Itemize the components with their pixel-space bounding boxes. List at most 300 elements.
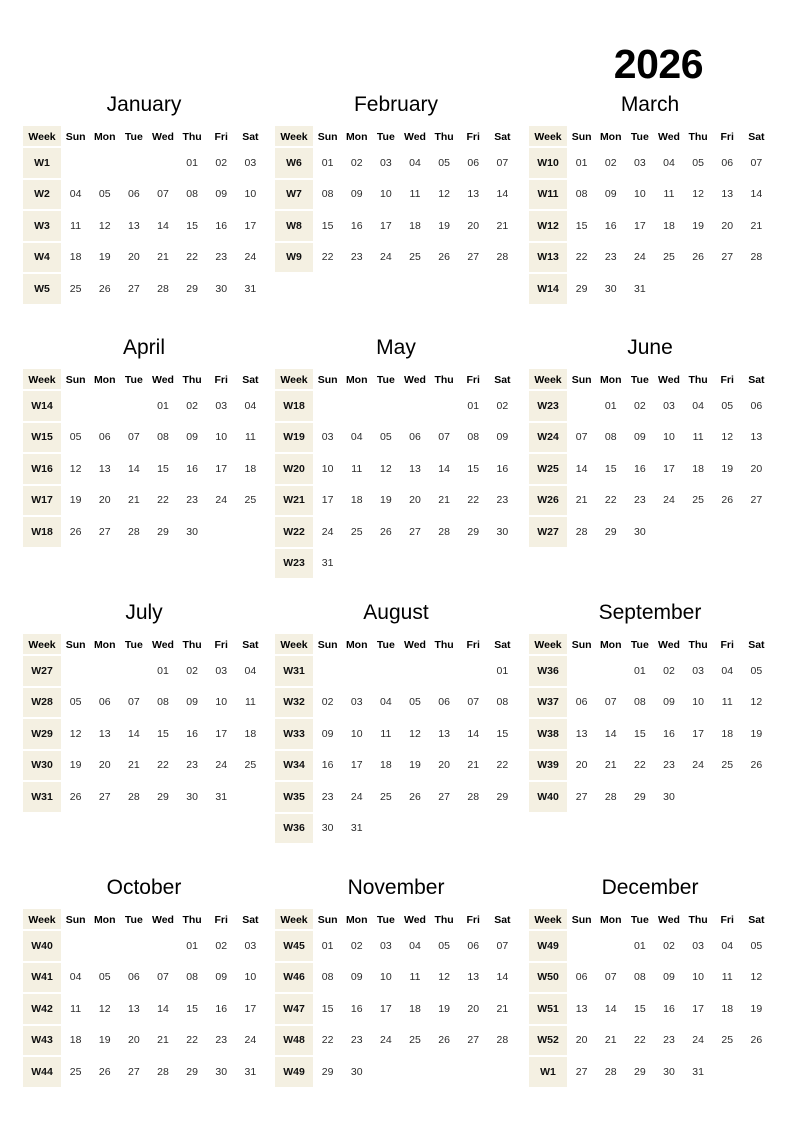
week-number-cell[interactable]: W8: [275, 211, 313, 243]
day-cell[interactable]: 14: [596, 719, 625, 751]
day-cell[interactable]: 07: [459, 688, 488, 720]
day-cell[interactable]: 20: [459, 211, 488, 243]
day-cell[interactable]: 08: [459, 423, 488, 455]
day-cell[interactable]: 04: [61, 963, 90, 995]
day-cell[interactable]: 07: [596, 963, 625, 995]
day-cell[interactable]: 16: [654, 994, 683, 1026]
day-cell[interactable]: 01: [596, 391, 625, 423]
day-cell[interactable]: 09: [207, 963, 236, 995]
day-cell[interactable]: 20: [119, 243, 148, 275]
day-cell[interactable]: 22: [178, 1026, 207, 1058]
day-cell[interactable]: 17: [236, 211, 265, 243]
day-cell[interactable]: 07: [488, 931, 517, 963]
day-cell[interactable]: 11: [684, 423, 713, 455]
day-cell[interactable]: 26: [90, 1057, 119, 1089]
day-cell[interactable]: 18: [400, 994, 429, 1026]
day-cell[interactable]: 03: [236, 148, 265, 180]
day-cell[interactable]: 10: [207, 688, 236, 720]
day-cell[interactable]: 01: [178, 148, 207, 180]
day-cell[interactable]: 01: [313, 148, 342, 180]
day-cell[interactable]: 17: [313, 486, 342, 518]
week-number-cell[interactable]: W4: [23, 243, 61, 275]
day-cell[interactable]: 19: [90, 243, 119, 275]
day-cell[interactable]: 01: [488, 656, 517, 688]
day-cell[interactable]: 18: [684, 454, 713, 486]
day-cell[interactable]: 25: [400, 1026, 429, 1058]
day-cell[interactable]: 05: [742, 656, 771, 688]
week-number-cell[interactable]: W1: [23, 148, 61, 180]
week-number-cell[interactable]: W16: [23, 454, 61, 486]
day-cell[interactable]: 03: [236, 931, 265, 963]
day-cell[interactable]: 25: [713, 751, 742, 783]
week-number-cell[interactable]: W49: [529, 931, 567, 963]
day-cell[interactable]: 29: [567, 274, 596, 306]
day-cell[interactable]: 03: [207, 391, 236, 423]
day-cell[interactable]: 29: [625, 782, 654, 814]
day-cell[interactable]: 13: [742, 423, 771, 455]
week-number-cell[interactable]: W28: [23, 688, 61, 720]
day-cell[interactable]: 23: [654, 751, 683, 783]
day-cell[interactable]: 18: [342, 486, 371, 518]
week-number-cell[interactable]: W42: [23, 994, 61, 1026]
day-cell[interactable]: 27: [567, 1057, 596, 1089]
day-cell[interactable]: 10: [236, 963, 265, 995]
day-cell[interactable]: 23: [654, 1026, 683, 1058]
day-cell[interactable]: 26: [90, 274, 119, 306]
day-cell[interactable]: 15: [148, 454, 177, 486]
day-cell[interactable]: 16: [178, 454, 207, 486]
week-number-cell[interactable]: W41: [23, 963, 61, 995]
day-cell[interactable]: 22: [567, 243, 596, 275]
day-cell[interactable]: 19: [371, 486, 400, 518]
day-cell[interactable]: 03: [625, 148, 654, 180]
week-number-cell[interactable]: W27: [529, 517, 567, 549]
week-number-cell[interactable]: W21: [275, 486, 313, 518]
week-number-cell[interactable]: W30: [23, 751, 61, 783]
week-number-cell[interactable]: W40: [529, 782, 567, 814]
day-cell[interactable]: 09: [342, 180, 371, 212]
day-cell[interactable]: 25: [342, 517, 371, 549]
week-number-cell[interactable]: W26: [529, 486, 567, 518]
day-cell[interactable]: 12: [430, 180, 459, 212]
day-cell[interactable]: 05: [684, 148, 713, 180]
day-cell[interactable]: 02: [654, 931, 683, 963]
day-cell[interactable]: 09: [625, 423, 654, 455]
day-cell[interactable]: 07: [488, 148, 517, 180]
day-cell[interactable]: 20: [430, 751, 459, 783]
day-cell[interactable]: 14: [119, 454, 148, 486]
day-cell[interactable]: 30: [625, 517, 654, 549]
day-cell[interactable]: 23: [207, 243, 236, 275]
day-cell[interactable]: 21: [742, 211, 771, 243]
day-cell[interactable]: 12: [684, 180, 713, 212]
day-cell[interactable]: 18: [654, 211, 683, 243]
day-cell[interactable]: 31: [684, 1057, 713, 1089]
day-cell[interactable]: 08: [148, 423, 177, 455]
week-number-cell[interactable]: W31: [275, 656, 313, 688]
day-cell[interactable]: 12: [90, 211, 119, 243]
week-number-cell[interactable]: W17: [23, 486, 61, 518]
day-cell[interactable]: 19: [61, 751, 90, 783]
week-number-cell[interactable]: W48: [275, 1026, 313, 1058]
day-cell[interactable]: 09: [207, 180, 236, 212]
day-cell[interactable]: 03: [313, 423, 342, 455]
day-cell[interactable]: 26: [61, 517, 90, 549]
day-cell[interactable]: 17: [625, 211, 654, 243]
day-cell[interactable]: 25: [371, 782, 400, 814]
day-cell[interactable]: 11: [400, 180, 429, 212]
day-cell[interactable]: 16: [488, 454, 517, 486]
day-cell[interactable]: 15: [625, 719, 654, 751]
day-cell[interactable]: 04: [342, 423, 371, 455]
day-cell[interactable]: 16: [178, 719, 207, 751]
day-cell[interactable]: 28: [567, 517, 596, 549]
day-cell[interactable]: 02: [488, 391, 517, 423]
week-number-cell[interactable]: W9: [275, 243, 313, 275]
day-cell[interactable]: 14: [119, 719, 148, 751]
day-cell[interactable]: 27: [713, 243, 742, 275]
week-number-cell[interactable]: W2: [23, 180, 61, 212]
day-cell[interactable]: 29: [459, 517, 488, 549]
day-cell[interactable]: 21: [567, 486, 596, 518]
day-cell[interactable]: 07: [148, 963, 177, 995]
day-cell[interactable]: 21: [488, 211, 517, 243]
day-cell[interactable]: 27: [90, 517, 119, 549]
day-cell[interactable]: 28: [596, 782, 625, 814]
week-number-cell[interactable]: W34: [275, 751, 313, 783]
day-cell[interactable]: 10: [236, 180, 265, 212]
day-cell[interactable]: 03: [342, 688, 371, 720]
day-cell[interactable]: 29: [625, 1057, 654, 1089]
day-cell[interactable]: 02: [342, 148, 371, 180]
week-number-cell[interactable]: W6: [275, 148, 313, 180]
day-cell[interactable]: 07: [148, 180, 177, 212]
day-cell[interactable]: 21: [430, 486, 459, 518]
day-cell[interactable]: 11: [371, 719, 400, 751]
day-cell[interactable]: 04: [400, 148, 429, 180]
day-cell[interactable]: 25: [61, 1057, 90, 1089]
day-cell[interactable]: 05: [430, 931, 459, 963]
day-cell[interactable]: 13: [567, 994, 596, 1026]
day-cell[interactable]: 09: [342, 963, 371, 995]
day-cell[interactable]: 07: [430, 423, 459, 455]
day-cell[interactable]: 17: [207, 719, 236, 751]
day-cell[interactable]: 06: [459, 931, 488, 963]
day-cell[interactable]: 04: [236, 391, 265, 423]
day-cell[interactable]: 17: [371, 211, 400, 243]
day-cell[interactable]: 19: [430, 211, 459, 243]
day-cell[interactable]: 16: [654, 719, 683, 751]
day-cell[interactable]: 17: [342, 751, 371, 783]
day-cell[interactable]: 23: [488, 486, 517, 518]
day-cell[interactable]: 26: [371, 517, 400, 549]
day-cell[interactable]: 22: [313, 243, 342, 275]
day-cell[interactable]: 10: [371, 180, 400, 212]
day-cell[interactable]: 24: [371, 243, 400, 275]
day-cell[interactable]: 14: [430, 454, 459, 486]
week-number-cell[interactable]: W20: [275, 454, 313, 486]
day-cell[interactable]: 10: [371, 963, 400, 995]
day-cell[interactable]: 16: [342, 994, 371, 1026]
day-cell[interactable]: 26: [684, 243, 713, 275]
day-cell[interactable]: 05: [61, 688, 90, 720]
day-cell[interactable]: 02: [207, 148, 236, 180]
day-cell[interactable]: 03: [371, 931, 400, 963]
day-cell[interactable]: 17: [371, 994, 400, 1026]
day-cell[interactable]: 04: [371, 688, 400, 720]
week-number-cell[interactable]: W3: [23, 211, 61, 243]
day-cell[interactable]: 25: [654, 243, 683, 275]
day-cell[interactable]: 22: [313, 1026, 342, 1058]
day-cell[interactable]: 22: [148, 486, 177, 518]
day-cell[interactable]: 31: [207, 782, 236, 814]
day-cell[interactable]: 12: [430, 963, 459, 995]
week-number-cell[interactable]: W39: [529, 751, 567, 783]
day-cell[interactable]: 01: [148, 656, 177, 688]
day-cell[interactable]: 12: [61, 454, 90, 486]
day-cell[interactable]: 01: [313, 931, 342, 963]
day-cell[interactable]: 24: [371, 1026, 400, 1058]
day-cell[interactable]: 27: [459, 1026, 488, 1058]
day-cell[interactable]: 05: [90, 180, 119, 212]
day-cell[interactable]: 08: [625, 963, 654, 995]
day-cell[interactable]: 03: [654, 391, 683, 423]
day-cell[interactable]: 20: [400, 486, 429, 518]
day-cell[interactable]: 21: [119, 486, 148, 518]
day-cell[interactable]: 20: [90, 751, 119, 783]
day-cell[interactable]: 09: [178, 423, 207, 455]
day-cell[interactable]: 21: [148, 243, 177, 275]
day-cell[interactable]: 18: [236, 719, 265, 751]
day-cell[interactable]: 19: [742, 719, 771, 751]
day-cell[interactable]: 15: [459, 454, 488, 486]
week-number-cell[interactable]: W14: [529, 274, 567, 306]
day-cell[interactable]: 14: [596, 994, 625, 1026]
day-cell[interactable]: 02: [596, 148, 625, 180]
day-cell[interactable]: 18: [713, 719, 742, 751]
day-cell[interactable]: 06: [459, 148, 488, 180]
day-cell[interactable]: 14: [488, 180, 517, 212]
day-cell[interactable]: 11: [61, 211, 90, 243]
day-cell[interactable]: 24: [207, 751, 236, 783]
day-cell[interactable]: 31: [236, 1057, 265, 1089]
day-cell[interactable]: 27: [90, 782, 119, 814]
week-number-cell[interactable]: W18: [275, 391, 313, 423]
week-number-cell[interactable]: W11: [529, 180, 567, 212]
day-cell[interactable]: 04: [400, 931, 429, 963]
day-cell[interactable]: 01: [148, 391, 177, 423]
day-cell[interactable]: 25: [713, 1026, 742, 1058]
day-cell[interactable]: 05: [371, 423, 400, 455]
day-cell[interactable]: 30: [207, 1057, 236, 1089]
day-cell[interactable]: 08: [313, 963, 342, 995]
day-cell[interactable]: 18: [61, 243, 90, 275]
day-cell[interactable]: 15: [625, 994, 654, 1026]
week-number-cell[interactable]: W1: [529, 1057, 567, 1089]
week-number-cell[interactable]: W23: [529, 391, 567, 423]
day-cell[interactable]: 22: [148, 751, 177, 783]
day-cell[interactable]: 19: [713, 454, 742, 486]
day-cell[interactable]: 03: [684, 656, 713, 688]
day-cell[interactable]: 14: [148, 994, 177, 1026]
day-cell[interactable]: 19: [742, 994, 771, 1026]
day-cell[interactable]: 18: [236, 454, 265, 486]
day-cell[interactable]: 11: [342, 454, 371, 486]
day-cell[interactable]: 04: [654, 148, 683, 180]
day-cell[interactable]: 17: [654, 454, 683, 486]
week-number-cell[interactable]: W32: [275, 688, 313, 720]
week-number-cell[interactable]: W12: [529, 211, 567, 243]
day-cell[interactable]: 16: [596, 211, 625, 243]
day-cell[interactable]: 10: [654, 423, 683, 455]
day-cell[interactable]: 24: [684, 1026, 713, 1058]
day-cell[interactable]: 30: [178, 782, 207, 814]
day-cell[interactable]: 31: [313, 549, 342, 581]
day-cell[interactable]: 11: [713, 688, 742, 720]
day-cell[interactable]: 15: [178, 211, 207, 243]
week-number-cell[interactable]: W38: [529, 719, 567, 751]
day-cell[interactable]: 08: [148, 688, 177, 720]
day-cell[interactable]: 13: [567, 719, 596, 751]
day-cell[interactable]: 30: [342, 1057, 371, 1089]
day-cell[interactable]: 29: [596, 517, 625, 549]
day-cell[interactable]: 19: [430, 994, 459, 1026]
day-cell[interactable]: 15: [178, 994, 207, 1026]
day-cell[interactable]: 01: [178, 931, 207, 963]
day-cell[interactable]: 13: [119, 994, 148, 1026]
day-cell[interactable]: 21: [596, 751, 625, 783]
day-cell[interactable]: 16: [313, 751, 342, 783]
day-cell[interactable]: 28: [742, 243, 771, 275]
day-cell[interactable]: 05: [400, 688, 429, 720]
day-cell[interactable]: 27: [430, 782, 459, 814]
day-cell[interactable]: 16: [207, 994, 236, 1026]
day-cell[interactable]: 26: [742, 1026, 771, 1058]
day-cell[interactable]: 23: [178, 486, 207, 518]
day-cell[interactable]: 27: [119, 274, 148, 306]
day-cell[interactable]: 26: [742, 751, 771, 783]
day-cell[interactable]: 28: [119, 782, 148, 814]
day-cell[interactable]: 19: [61, 486, 90, 518]
day-cell[interactable]: 15: [488, 719, 517, 751]
day-cell[interactable]: 30: [178, 517, 207, 549]
day-cell[interactable]: 26: [430, 243, 459, 275]
week-number-cell[interactable]: W47: [275, 994, 313, 1026]
week-number-cell[interactable]: W7: [275, 180, 313, 212]
day-cell[interactable]: 06: [742, 391, 771, 423]
day-cell[interactable]: 14: [148, 211, 177, 243]
day-cell[interactable]: 02: [178, 656, 207, 688]
week-number-cell[interactable]: W49: [275, 1057, 313, 1089]
week-number-cell[interactable]: W23: [275, 549, 313, 581]
day-cell[interactable]: 13: [90, 454, 119, 486]
day-cell[interactable]: 15: [567, 211, 596, 243]
day-cell[interactable]: 29: [313, 1057, 342, 1089]
day-cell[interactable]: 15: [596, 454, 625, 486]
day-cell[interactable]: 24: [236, 1026, 265, 1058]
day-cell[interactable]: 18: [61, 1026, 90, 1058]
day-cell[interactable]: 27: [400, 517, 429, 549]
day-cell[interactable]: 09: [654, 963, 683, 995]
day-cell[interactable]: 11: [236, 688, 265, 720]
day-cell[interactable]: 21: [488, 994, 517, 1026]
day-cell[interactable]: 02: [178, 391, 207, 423]
day-cell[interactable]: 10: [313, 454, 342, 486]
day-cell[interactable]: 25: [400, 243, 429, 275]
day-cell[interactable]: 18: [371, 751, 400, 783]
day-cell[interactable]: 17: [207, 454, 236, 486]
day-cell[interactable]: 04: [713, 931, 742, 963]
week-number-cell[interactable]: W31: [23, 782, 61, 814]
day-cell[interactable]: 19: [684, 211, 713, 243]
day-cell[interactable]: 02: [654, 656, 683, 688]
day-cell[interactable]: 09: [488, 423, 517, 455]
week-number-cell[interactable]: W19: [275, 423, 313, 455]
day-cell[interactable]: 28: [488, 1026, 517, 1058]
day-cell[interactable]: 09: [178, 688, 207, 720]
day-cell[interactable]: 11: [400, 963, 429, 995]
week-number-cell[interactable]: W51: [529, 994, 567, 1026]
day-cell[interactable]: 17: [236, 994, 265, 1026]
day-cell[interactable]: 06: [567, 963, 596, 995]
day-cell[interactable]: 06: [400, 423, 429, 455]
week-number-cell[interactable]: W50: [529, 963, 567, 995]
day-cell[interactable]: 20: [567, 1026, 596, 1058]
day-cell[interactable]: 01: [625, 931, 654, 963]
day-cell[interactable]: 24: [236, 243, 265, 275]
week-number-cell[interactable]: W22: [275, 517, 313, 549]
day-cell[interactable]: 06: [119, 180, 148, 212]
day-cell[interactable]: 13: [400, 454, 429, 486]
day-cell[interactable]: 20: [90, 486, 119, 518]
day-cell[interactable]: 16: [625, 454, 654, 486]
day-cell[interactable]: 31: [625, 274, 654, 306]
week-number-cell[interactable]: W35: [275, 782, 313, 814]
day-cell[interactable]: 22: [596, 486, 625, 518]
day-cell[interactable]: 29: [488, 782, 517, 814]
day-cell[interactable]: 04: [684, 391, 713, 423]
day-cell[interactable]: 24: [207, 486, 236, 518]
day-cell[interactable]: 06: [119, 963, 148, 995]
day-cell[interactable]: 07: [119, 423, 148, 455]
day-cell[interactable]: 24: [684, 751, 713, 783]
day-cell[interactable]: 07: [119, 688, 148, 720]
day-cell[interactable]: 23: [342, 243, 371, 275]
day-cell[interactable]: 27: [742, 486, 771, 518]
day-cell[interactable]: 13: [459, 963, 488, 995]
day-cell[interactable]: 10: [342, 719, 371, 751]
day-cell[interactable]: 20: [119, 1026, 148, 1058]
day-cell[interactable]: 21: [148, 1026, 177, 1058]
day-cell[interactable]: 21: [596, 1026, 625, 1058]
day-cell[interactable]: 30: [654, 1057, 683, 1089]
day-cell[interactable]: 01: [459, 391, 488, 423]
day-cell[interactable]: 28: [459, 782, 488, 814]
week-number-cell[interactable]: W36: [529, 656, 567, 688]
day-cell[interactable]: 19: [400, 751, 429, 783]
day-cell[interactable]: 28: [596, 1057, 625, 1089]
day-cell[interactable]: 05: [90, 963, 119, 995]
day-cell[interactable]: 06: [567, 688, 596, 720]
day-cell[interactable]: 23: [625, 486, 654, 518]
day-cell[interactable]: 23: [207, 1026, 236, 1058]
week-number-cell[interactable]: W33: [275, 719, 313, 751]
day-cell[interactable]: 20: [459, 994, 488, 1026]
week-number-cell[interactable]: W25: [529, 454, 567, 486]
day-cell[interactable]: 08: [178, 963, 207, 995]
day-cell[interactable]: 26: [61, 782, 90, 814]
day-cell[interactable]: 31: [236, 274, 265, 306]
